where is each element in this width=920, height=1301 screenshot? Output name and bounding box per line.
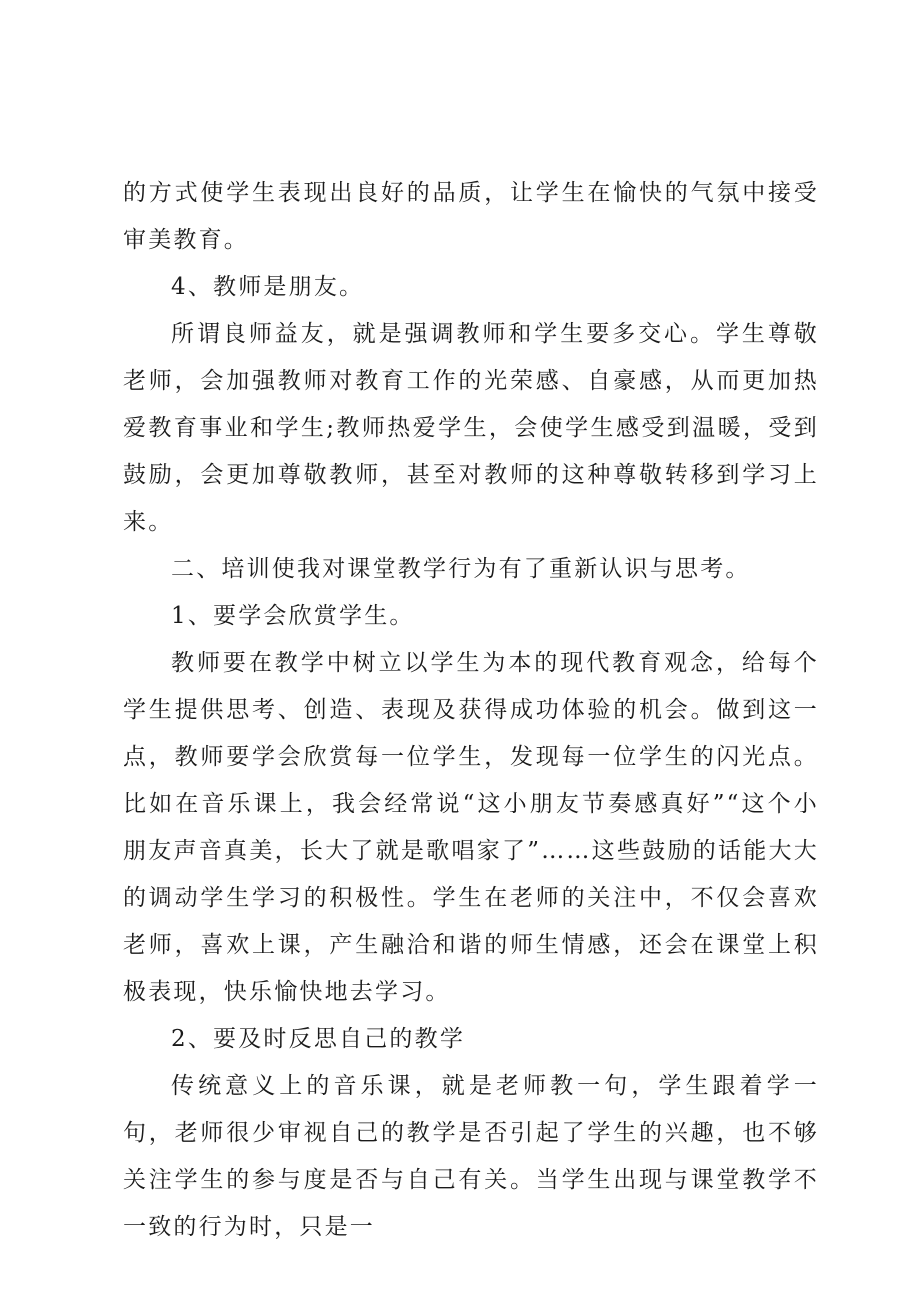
- heading-teacher-is-friend: 4、教师是朋友。: [171, 274, 365, 300]
- heading-reflect-teaching: 2、要及时反思自己的教学: [171, 1026, 466, 1052]
- paragraph-reflect-teaching: 传统意义上的音乐课，就是老师教一句，学生跟着学一句，老师很少审视自己的教学是否引起了学生的兴趣，也不够关注学生的参与度是否与自己有关。当学生出现与课堂教学不一致的行为时，只是一: [123, 1073, 819, 1240]
- paragraph-appreciate-students: 教师要在教学中树立以学生为本的现代教育观念，给每个学生提供思考、创造、表现及获得成功体验的机会。做到这一点，教师要学会欣赏每一位学生，发现每一位学生的闪光点。比如在音乐课上，我会经常说“这小朋友节奏感真好”“这个小朋友声音真美，长大了就是歌唱家了”……这些鼓励的话能大大的调动学生学习的积极性。学生在老师的关注中，不仅会喜欢老师，喜欢上课，产生融洽和谐的师生情感，还会在课堂上积极表现，快乐愉快地去学习。: [123, 650, 819, 1005]
- heading-appreciate-students: 1、要学会欣赏学生。: [171, 603, 415, 629]
- heading-section-two: 二、培训使我对课堂教学行为有了重新认识与思考。: [171, 556, 751, 582]
- paragraph-good-teacher-friend: 所谓良师益友，就是强调教师和学生要多交心。学生尊敬老师，会加强教师对教育工作的光荣感、自豪感，从而更加热爱教育事业和学生;教师热爱学生，会使学生感受到温暖，受到鼓励，会更加尊敬教师，甚至对教师的这种尊敬转移到学习上来。: [123, 321, 819, 535]
- document-body: [123, 170, 819, 1251]
- paragraph-continuation: 的方式使学生表现出良好的品质，让学生在愉快的气氛中接受审美教育。: [123, 180, 819, 253]
